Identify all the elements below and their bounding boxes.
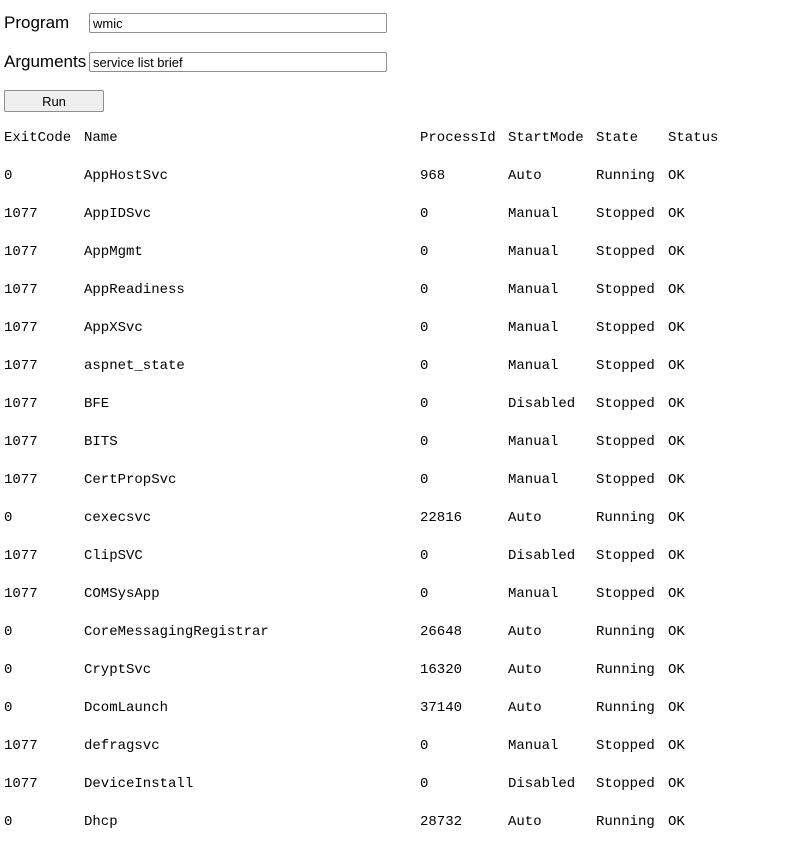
cell-startmode: Manual	[508, 282, 559, 298]
cell-name: AppReadiness	[84, 282, 185, 298]
cell-processid: 0	[420, 244, 429, 260]
cell-exitcode: 1077	[4, 548, 38, 564]
command-output	[0, 120, 803, 842]
cell-exitcode: 0	[4, 814, 13, 830]
output-row	[0, 386, 803, 424]
cell-processid: 16320	[420, 662, 463, 678]
cell-name: AppIDSvc	[84, 206, 152, 222]
cell-exitcode: 1077	[4, 586, 38, 602]
cell-processid: 0	[420, 586, 429, 602]
cell-startmode: Disabled	[508, 548, 576, 564]
output-row	[0, 424, 803, 462]
cell-name: CoreMessagingRegistrar	[84, 624, 269, 640]
cell-startmode: Manual	[508, 244, 559, 260]
cell-exitcode: 0	[4, 510, 13, 526]
cell-status: OK	[668, 168, 685, 184]
cell-name: AppMgmt	[84, 244, 143, 260]
output-row	[0, 500, 803, 538]
cell-processid: 0	[420, 282, 429, 298]
cell-exitcode: 1077	[4, 738, 38, 754]
run-button[interactable]: Run	[4, 90, 104, 112]
cell-processid: 0	[420, 434, 429, 450]
cell-state: Running	[596, 814, 655, 830]
cell-state: Stopped	[596, 548, 655, 564]
cell-startmode: Disabled	[508, 776, 576, 792]
cell-exitcode: 1077	[4, 320, 38, 336]
cell-startmode: Manual	[508, 358, 559, 374]
cell-name: BFE	[84, 396, 110, 412]
cell-state: Running	[596, 168, 655, 184]
cell-status: OK	[668, 738, 685, 754]
cell-state: Running	[596, 662, 655, 678]
output-row	[0, 158, 803, 196]
cell-status: OK	[668, 206, 685, 222]
cell-startmode: Auto	[508, 814, 542, 830]
cell-state: Stopped	[596, 434, 655, 450]
cell-name: aspnet_state	[84, 358, 185, 374]
cell-status: OK	[668, 548, 685, 564]
cell-processid: 26648	[420, 624, 463, 640]
cell-exitcode: 0	[4, 700, 13, 716]
cell-exitcode: 1077	[4, 776, 38, 792]
cell-name: DeviceInstall	[84, 776, 194, 792]
cell-status: OK	[668, 624, 685, 640]
cell-state: Stopped	[596, 738, 655, 754]
cell-name: BITS	[84, 434, 118, 450]
program-input[interactable]	[89, 13, 387, 33]
cell-status: OK	[668, 320, 685, 336]
output-row	[0, 576, 803, 614]
cell-state: Stopped	[596, 776, 655, 792]
cell-name: COMSysApp	[84, 586, 160, 602]
arguments-label: Arguments	[4, 52, 87, 71]
cell-processid: 37140	[420, 700, 463, 716]
header-exitcode: ExitCode	[4, 130, 72, 146]
cell-processid: 0	[420, 320, 429, 336]
cell-state: Stopped	[596, 320, 655, 336]
cell-startmode: Manual	[508, 472, 559, 488]
cell-exitcode: 0	[4, 662, 13, 678]
cell-status: OK	[668, 358, 685, 374]
output-row	[0, 196, 803, 234]
cell-status: OK	[668, 700, 685, 716]
cell-processid: 0	[420, 548, 429, 564]
output-row	[0, 728, 803, 766]
cell-state: Stopped	[596, 244, 655, 260]
cell-processid: 0	[420, 472, 429, 488]
cell-processid: 0	[420, 776, 429, 792]
cell-exitcode: 1077	[4, 472, 38, 488]
output-row	[0, 310, 803, 348]
output-row	[0, 766, 803, 804]
cell-startmode: Auto	[508, 510, 542, 526]
cell-status: OK	[668, 814, 685, 830]
output-row	[0, 538, 803, 576]
cell-name: CryptSvc	[84, 662, 152, 678]
output-row	[0, 614, 803, 652]
cell-startmode: Disabled	[508, 396, 576, 412]
header-processid: ProcessId	[420, 130, 496, 146]
cell-state: Stopped	[596, 396, 655, 412]
cell-exitcode: 1077	[4, 282, 38, 298]
cell-status: OK	[668, 434, 685, 450]
arguments-input[interactable]	[89, 52, 387, 72]
header-state: State	[596, 130, 639, 146]
cell-state: Stopped	[596, 282, 655, 298]
cell-state: Running	[596, 624, 655, 640]
cell-name: CertPropSvc	[84, 472, 177, 488]
output-row	[0, 234, 803, 272]
cell-startmode: Auto	[508, 168, 542, 184]
cell-processid: 22816	[420, 510, 463, 526]
arguments-row	[4, 50, 86, 74]
cell-state: Running	[596, 700, 655, 716]
program-label: Program	[4, 13, 70, 32]
cell-exitcode: 0	[4, 624, 13, 640]
cell-processid: 0	[420, 396, 429, 412]
cell-startmode: Manual	[508, 206, 559, 222]
cell-status: OK	[668, 282, 685, 298]
cell-startmode: Auto	[508, 624, 542, 640]
cell-exitcode: 1077	[4, 434, 38, 450]
cell-state: Stopped	[596, 206, 655, 222]
cell-status: OK	[668, 662, 685, 678]
header-status: Status	[668, 130, 719, 146]
output-row	[0, 804, 803, 842]
cell-name: Dhcp	[84, 814, 118, 830]
cell-status: OK	[668, 776, 685, 792]
cell-name: AppHostSvc	[84, 168, 169, 184]
cell-name: ClipSVC	[84, 548, 143, 564]
cell-exitcode: 1077	[4, 396, 38, 412]
cell-exitcode: 1077	[4, 358, 38, 374]
cell-processid: 968	[420, 168, 446, 184]
cell-name: cexecsvc	[84, 510, 152, 526]
cell-status: OK	[668, 396, 685, 412]
output-row	[0, 462, 803, 500]
cell-startmode: Manual	[508, 320, 559, 336]
cell-name: AppXSvc	[84, 320, 143, 336]
cell-state: Running	[596, 510, 655, 526]
cell-startmode: Manual	[508, 738, 559, 754]
cell-name: DcomLaunch	[84, 700, 169, 716]
cell-state: Stopped	[596, 472, 655, 488]
cell-state: Stopped	[596, 586, 655, 602]
output-header-row	[0, 120, 803, 158]
cell-processid: 0	[420, 206, 429, 222]
header-name: Name	[84, 130, 118, 146]
output-row	[0, 348, 803, 386]
cell-exitcode: 1077	[4, 206, 38, 222]
cell-status: OK	[668, 472, 685, 488]
cell-status: OK	[668, 586, 685, 602]
cell-exitcode: 0	[4, 168, 13, 184]
cell-status: OK	[668, 244, 685, 260]
cell-startmode: Manual	[508, 434, 559, 450]
cell-processid: 28732	[420, 814, 463, 830]
cell-startmode: Manual	[508, 586, 559, 602]
cell-status: OK	[668, 510, 685, 526]
output-row	[0, 272, 803, 310]
output-row	[0, 690, 803, 728]
output-row	[0, 652, 803, 690]
cell-processid: 0	[420, 738, 429, 754]
cell-name: defragsvc	[84, 738, 160, 754]
cell-startmode: Auto	[508, 700, 542, 716]
header-startmode: StartMode	[508, 130, 584, 146]
cell-startmode: Auto	[508, 662, 542, 678]
cell-processid: 0	[420, 358, 429, 374]
cell-state: Stopped	[596, 358, 655, 374]
cell-exitcode: 1077	[4, 244, 38, 260]
program-row	[4, 11, 69, 35]
